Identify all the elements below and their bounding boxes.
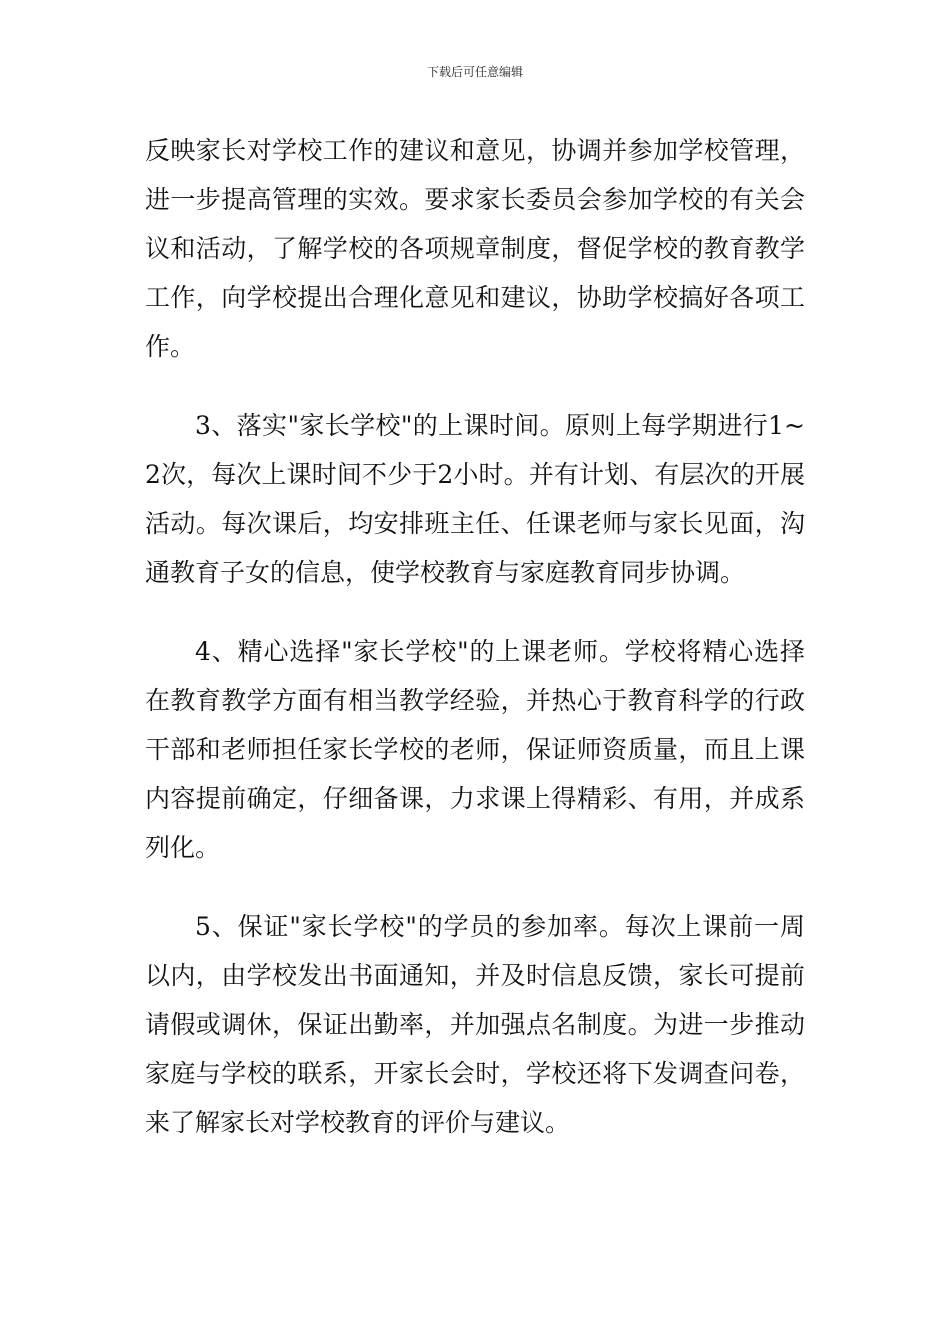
document-body — [145, 126, 805, 1147]
page-header-note: 下载后可任意编辑 — [426, 65, 523, 79]
paragraph-item-5: 5、保证"家长学校"的学员的参加率。每次上课前一周以内，由学校发出书面通知，并及时信息反馈，家长可提前请假或调休，保证出勤率，并加强点名制度。为进一步推动家庭与学校的联系，开家长会时，学校还将下发调查问卷，来了解家长对学校教育的评价与建议。 — [145, 912, 805, 1137]
paragraph-item-4: 4、精心选择"家长学校"的上课老师。学校将精心选择在教育教学方面有相当教学经验，并热心于教育科学的行政干部和老师担任家长学校的老师，保证师资质量，而且上课内容提前确定，仔细备课，力求课上得精彩、有用，并成系列化。 — [145, 637, 805, 862]
paragraph-continuation: 反映家长对学校工作的建议和意见，协调并参加学校管理，进一步提高管理的实效。要求家长委员会参加学校的有关会议和活动，了解学校的各项规章制度，督促学校的教育教学工作，向学校提出合理化意见和建议，协助学校搞好各项工作。 — [145, 136, 805, 361]
paragraph-item-3: 3、落实"家长学校"的上课时间。原则上每学期进行1~2次，每次上课时间不少于2小时。并有计划、有层次的开展活动。每次课后，均安排班主任、任课老师与家长见面，沟通教育子女的信息，使学校教育与家庭教育同步协调。 — [145, 411, 805, 587]
